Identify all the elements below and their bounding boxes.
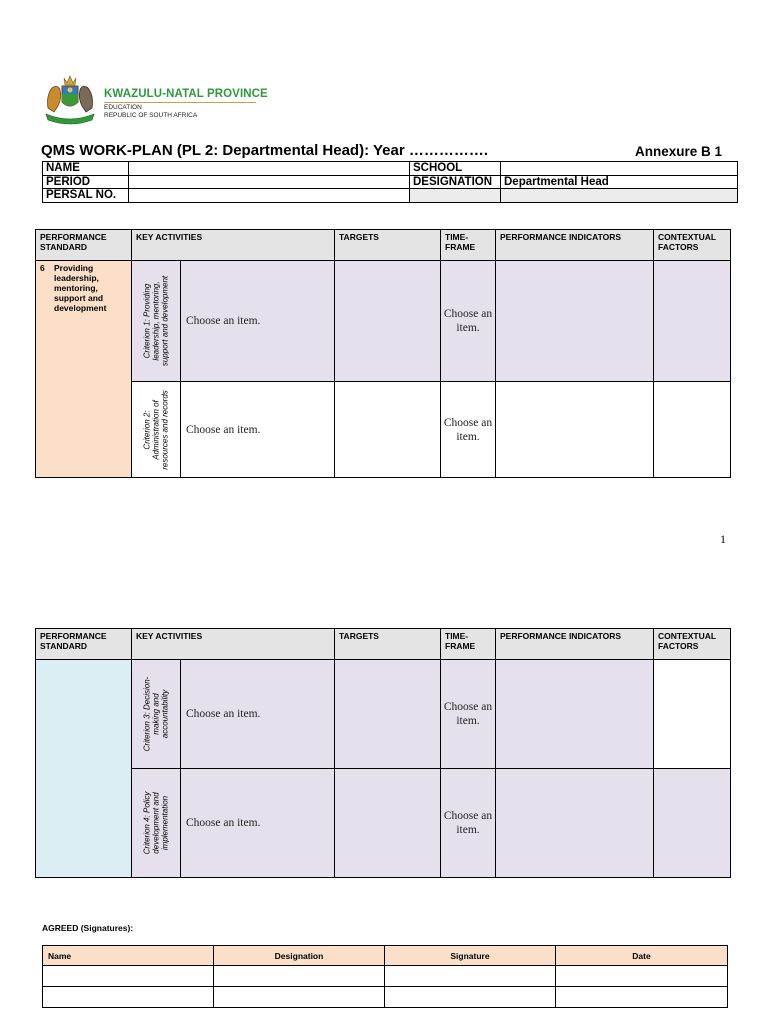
school-label: SCHOOL	[410, 162, 501, 176]
timeframe-dropdown[interactable]: Choose an item.	[441, 769, 496, 878]
sig-designation-field[interactable]	[214, 966, 385, 987]
standard-cell	[36, 660, 132, 878]
col-header-context: CONTEXTUAL FACTORS	[654, 230, 731, 261]
criterion-cell	[132, 660, 181, 769]
sig-header-designation: Designation	[214, 946, 385, 966]
sig-signature-field[interactable]	[385, 987, 556, 1008]
sig-header-name: Name	[43, 946, 214, 966]
period-field[interactable]	[129, 175, 410, 189]
sig-header-date: Date	[556, 946, 728, 966]
sig-date-field[interactable]	[556, 987, 728, 1008]
sig-header-signature: Signature	[385, 946, 556, 966]
context-cell[interactable]	[654, 382, 731, 478]
indicators-cell[interactable]	[496, 382, 654, 478]
activity-dropdown[interactable]: Choose an item.	[181, 769, 335, 878]
col-header-activities: KEY ACTIVITIES	[132, 230, 335, 261]
col-header-indicators: PERFORMANCE INDICATORS	[496, 230, 654, 261]
workplan-table-1	[35, 229, 731, 478]
logo-divider	[104, 102, 256, 103]
targets-cell[interactable]	[335, 261, 441, 382]
context-cell[interactable]	[654, 769, 731, 878]
sig-date-field[interactable]	[556, 966, 728, 987]
page-title: QMS WORK-PLAN (PL 2: Departmental Head): Year …………….	[41, 142, 489, 159]
designation-field[interactable]: Departmental Head	[501, 175, 738, 189]
blank-cell	[501, 189, 738, 203]
period-label: PERIOD	[43, 175, 129, 189]
workplan-table-2	[35, 628, 731, 878]
school-field[interactable]	[501, 162, 738, 176]
standard-cell	[36, 261, 132, 478]
activity-dropdown[interactable]: Choose an item.	[181, 382, 335, 478]
sig-signature-field[interactable]	[385, 966, 556, 987]
indicators-cell[interactable]	[496, 660, 654, 769]
kzn-logo	[40, 68, 270, 126]
info-table	[42, 161, 738, 203]
col-header-timeframe: TIME-FRAME	[441, 629, 496, 660]
col-header-targets: TARGETS	[335, 629, 441, 660]
col-header-targets: TARGETS	[335, 230, 441, 261]
sig-designation-field[interactable]	[214, 987, 385, 1008]
signature-table	[42, 945, 728, 1008]
context-cell[interactable]	[654, 261, 731, 382]
designation-label: DESIGNATION	[410, 175, 501, 189]
persal-field[interactable]	[129, 189, 410, 203]
standard-number: 6	[40, 263, 45, 273]
col-header-context: CONTEXTUAL FACTORS	[654, 629, 731, 660]
annexure-label: Annexure B 1	[635, 144, 723, 159]
timeframe-dropdown[interactable]: Choose an item.	[441, 261, 496, 382]
standard-title: Providing leadership, mentoring, support and development	[54, 263, 107, 313]
criterion-label: Criterion 4: Policy development and implementation	[142, 791, 170, 855]
timeframe-dropdown[interactable]: Choose an item.	[441, 382, 496, 478]
col-header-timeframe: TIME-FRAME	[441, 230, 496, 261]
agreed-label: AGREED (Signatures):	[42, 923, 134, 933]
coat-of-arms-icon	[40, 68, 100, 126]
department-name: EDUCATION REPUBLIC OF SOUTH AFRICA	[104, 104, 198, 119]
col-header-standard: PERFORMANCE STANDARD	[36, 629, 132, 660]
context-cell[interactable]	[654, 660, 731, 769]
col-header-standard: PERFORMANCE STANDARD	[36, 230, 132, 261]
activity-dropdown[interactable]: Choose an item.	[181, 660, 335, 769]
criterion-label: Criterion 1: Providing leadership, mentoring, support and development	[142, 275, 170, 367]
criterion-cell	[132, 769, 181, 878]
col-header-indicators: PERFORMANCE INDICATORS	[496, 629, 654, 660]
province-name: KWAZULU-NATAL PROVINCE	[104, 88, 268, 100]
targets-cell[interactable]	[335, 382, 441, 478]
page-number: 1	[720, 532, 726, 546]
targets-cell[interactable]	[335, 769, 441, 878]
col-header-activities: KEY ACTIVITIES	[132, 629, 335, 660]
persal-label: PERSAL NO.	[43, 189, 129, 203]
blank-cell	[410, 189, 501, 203]
activity-dropdown[interactable]: Choose an item.	[181, 261, 335, 382]
sig-name-field[interactable]	[43, 966, 214, 987]
criterion-cell	[132, 382, 181, 478]
name-field[interactable]	[129, 162, 410, 176]
timeframe-dropdown[interactable]: Choose an item.	[441, 660, 496, 769]
sig-name-field[interactable]	[43, 987, 214, 1008]
indicators-cell[interactable]	[496, 261, 654, 382]
indicators-cell[interactable]	[496, 769, 654, 878]
name-label: NAME	[43, 162, 129, 176]
criterion-cell	[132, 261, 181, 382]
criterion-label: Criterion 3: Decision-making and accountability	[142, 676, 170, 752]
criterion-label: Criterion 2: Administration of resources and records	[142, 389, 170, 470]
targets-cell[interactable]	[335, 660, 441, 769]
